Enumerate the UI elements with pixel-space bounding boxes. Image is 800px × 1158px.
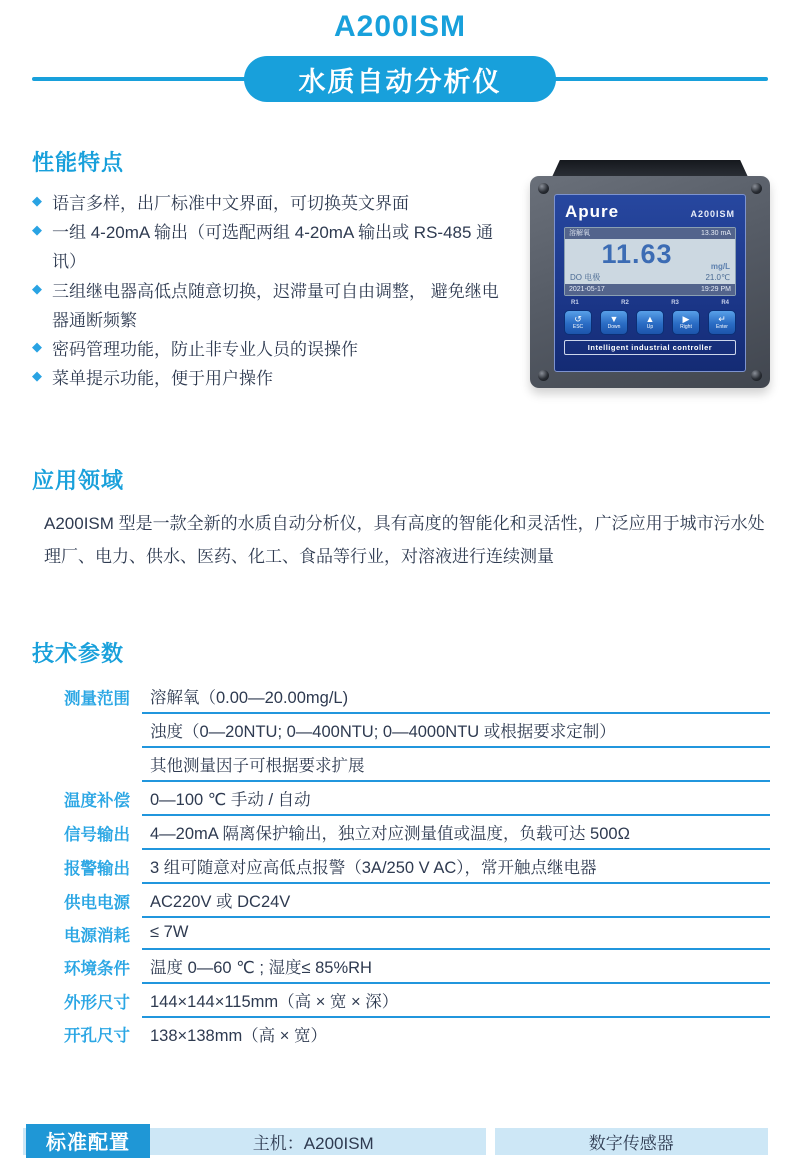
spec-label: 外形尺寸	[64, 993, 130, 1012]
relay-label: R1	[571, 300, 579, 307]
spec-row	[30, 918, 770, 950]
device-button-label: ESC	[572, 324, 584, 331]
spec-value: 温度 0—60 ℃ ; 湿度≤ 85%RH	[142, 950, 770, 984]
device-button-label: Right	[680, 324, 692, 331]
spec-value: 0—100 ℃ 手动 / 自动	[142, 782, 770, 816]
application-section	[30, 464, 770, 573]
specs-section	[30, 637, 770, 1050]
relay-label: R3	[671, 300, 679, 307]
spec-label: 报警输出	[64, 859, 130, 878]
spec-label: 测量范围	[64, 689, 130, 708]
screw-icon	[538, 370, 549, 381]
lcd-probe: DO 电极	[570, 273, 601, 283]
feature-item	[30, 335, 508, 364]
standard-config-label: 标准配置	[26, 1124, 150, 1158]
diamond-bullet-icon: ◆	[32, 280, 42, 296]
spec-label: 信号输出	[64, 825, 130, 844]
lcd-time: 19:29 PM	[701, 286, 731, 294]
spec-label: 电源消耗	[64, 926, 130, 945]
config-item: 数字传感器	[495, 1128, 768, 1155]
up-icon: ▲	[645, 314, 655, 325]
specs-table	[30, 680, 770, 1050]
spec-label: 开孔尺寸	[64, 1026, 130, 1045]
feature-text: 语言多样，出厂标准中文界面，可切换英文界面	[52, 194, 409, 213]
spec-row	[30, 884, 770, 918]
spec-label	[30, 714, 142, 748]
datasheet-page	[0, 10, 800, 1155]
device-button-down	[600, 310, 628, 335]
application-heading: 应用领域	[32, 467, 125, 493]
specs-heading: 技术参数	[32, 640, 125, 666]
lcd-unit: mg/L	[710, 262, 730, 272]
device-heatsink	[552, 160, 748, 177]
device-brand: Apure	[565, 202, 620, 221]
device-front-panel	[554, 194, 746, 372]
spec-row	[30, 1018, 770, 1050]
features-section	[30, 146, 770, 394]
features-list	[30, 189, 508, 394]
spec-value: 其他测量因子可根据要求扩展	[142, 748, 770, 782]
lcd-reading	[565, 239, 735, 272]
device-button-label: Down	[607, 324, 621, 331]
lcd-current-output: 13.30 mA	[701, 230, 731, 237]
spec-value: 138×138mm（高 × 宽）	[150, 1026, 327, 1045]
diamond-bullet-icon: ◆	[32, 339, 42, 355]
spec-value: 溶解氧（0.00—20.00mg/L)	[142, 680, 770, 714]
spec-row	[30, 816, 770, 850]
feature-item	[30, 189, 508, 218]
relay-label: R4	[721, 300, 729, 307]
feature-text: 菜单提示功能，便于用户操作	[52, 369, 273, 389]
spec-label: 温度补偿	[64, 791, 130, 810]
spec-value: 4—20mA 隔离保护输出，独立对应测量值或温度，负载可达 500Ω	[142, 816, 770, 850]
diamond-bullet-icon: ◆	[32, 193, 42, 208]
feature-item	[30, 218, 508, 276]
device-button-label: Up	[646, 324, 654, 331]
product-photo	[524, 160, 776, 396]
feature-text: 密码管理功能，防止非专业人员的误操作	[52, 340, 358, 360]
diamond-bullet-icon: ◆	[32, 368, 42, 384]
spec-value: 3 组可随意对应高低点报警（3A/250 V AC），常开触点继电器	[142, 850, 770, 884]
feature-item	[30, 364, 508, 393]
device-button-right	[672, 310, 700, 335]
spec-row	[30, 850, 770, 884]
spec-label: 环境条件	[64, 959, 130, 978]
banner-subtitle: 水质自动分析仪	[244, 56, 556, 102]
lcd-date: 2021-05-17	[569, 286, 605, 294]
device-body	[530, 176, 770, 388]
lcd-status-bar	[565, 228, 735, 239]
device-keypad	[555, 310, 745, 335]
screw-icon	[751, 183, 762, 194]
spec-row	[30, 950, 770, 984]
lcd-probe-row	[565, 272, 735, 284]
feature-text: 一组 4-20mA 输出（可选配两组 4-20mA 输出或 RS-485 通讯）	[52, 223, 494, 272]
lcd-temperature: 21.0℃	[705, 273, 730, 283]
device-footer-text: Intelligent industrial controller	[564, 340, 736, 355]
esc-icon: ↺	[574, 314, 582, 325]
feature-text: 三组继电器高低点随意切换，迟滞量可自由调整， 避免继电器通断频繁	[52, 281, 499, 330]
features-heading: 性能特点	[32, 150, 125, 175]
device-button-label: Enter	[716, 324, 728, 331]
lcd-datetime-bar	[565, 284, 735, 295]
spec-value: ≤ 7W	[142, 918, 770, 950]
feature-item	[30, 277, 508, 335]
spec-row	[30, 782, 770, 816]
spec-label	[30, 748, 142, 782]
spec-label: 供电电源	[64, 893, 130, 912]
device-lcd	[564, 227, 736, 296]
spec-value: 浊度（0—20NTU; 0—400NTU; 0—4000NTU 或根据要求定制）	[142, 714, 770, 748]
application-text: A200ISM 型是一款全新的水质自动分析仪，具有高度的智能化和灵活性，广泛应用于城市污水处理厂、电力、供水、医药、化工、食品等行业，对溶液进行连续测量	[44, 513, 765, 566]
down-icon: ▼	[609, 314, 619, 325]
spec-value: 144×144×115mm（高 × 宽 × 深）	[142, 984, 770, 1018]
config-item: 主机：A200ISM	[23, 1128, 486, 1155]
screw-icon	[538, 183, 549, 194]
diamond-bullet-icon: ◆	[32, 222, 42, 238]
relay-indicator-row	[555, 296, 745, 306]
device-button-up	[636, 310, 664, 335]
page-title: A200ISM	[333, 10, 467, 43]
device-model: A200ISM	[690, 209, 735, 219]
device-button-esc	[564, 310, 592, 335]
spec-row	[30, 714, 770, 748]
enter-icon: ↵	[718, 314, 726, 325]
spec-row	[30, 680, 770, 714]
spec-row	[30, 748, 770, 782]
device-brand-row	[555, 195, 745, 225]
banner	[30, 56, 770, 102]
device-button-enter	[708, 310, 736, 335]
screw-icon	[751, 370, 762, 381]
standard-config-bar	[30, 1124, 770, 1158]
spec-row	[30, 984, 770, 1018]
lcd-value: 11.63	[601, 239, 673, 270]
right-icon: ▶	[682, 314, 690, 325]
relay-label: R2	[621, 300, 629, 307]
spec-value: AC220V 或 DC24V	[142, 884, 770, 918]
lcd-mode: 溶解氧	[569, 230, 590, 237]
